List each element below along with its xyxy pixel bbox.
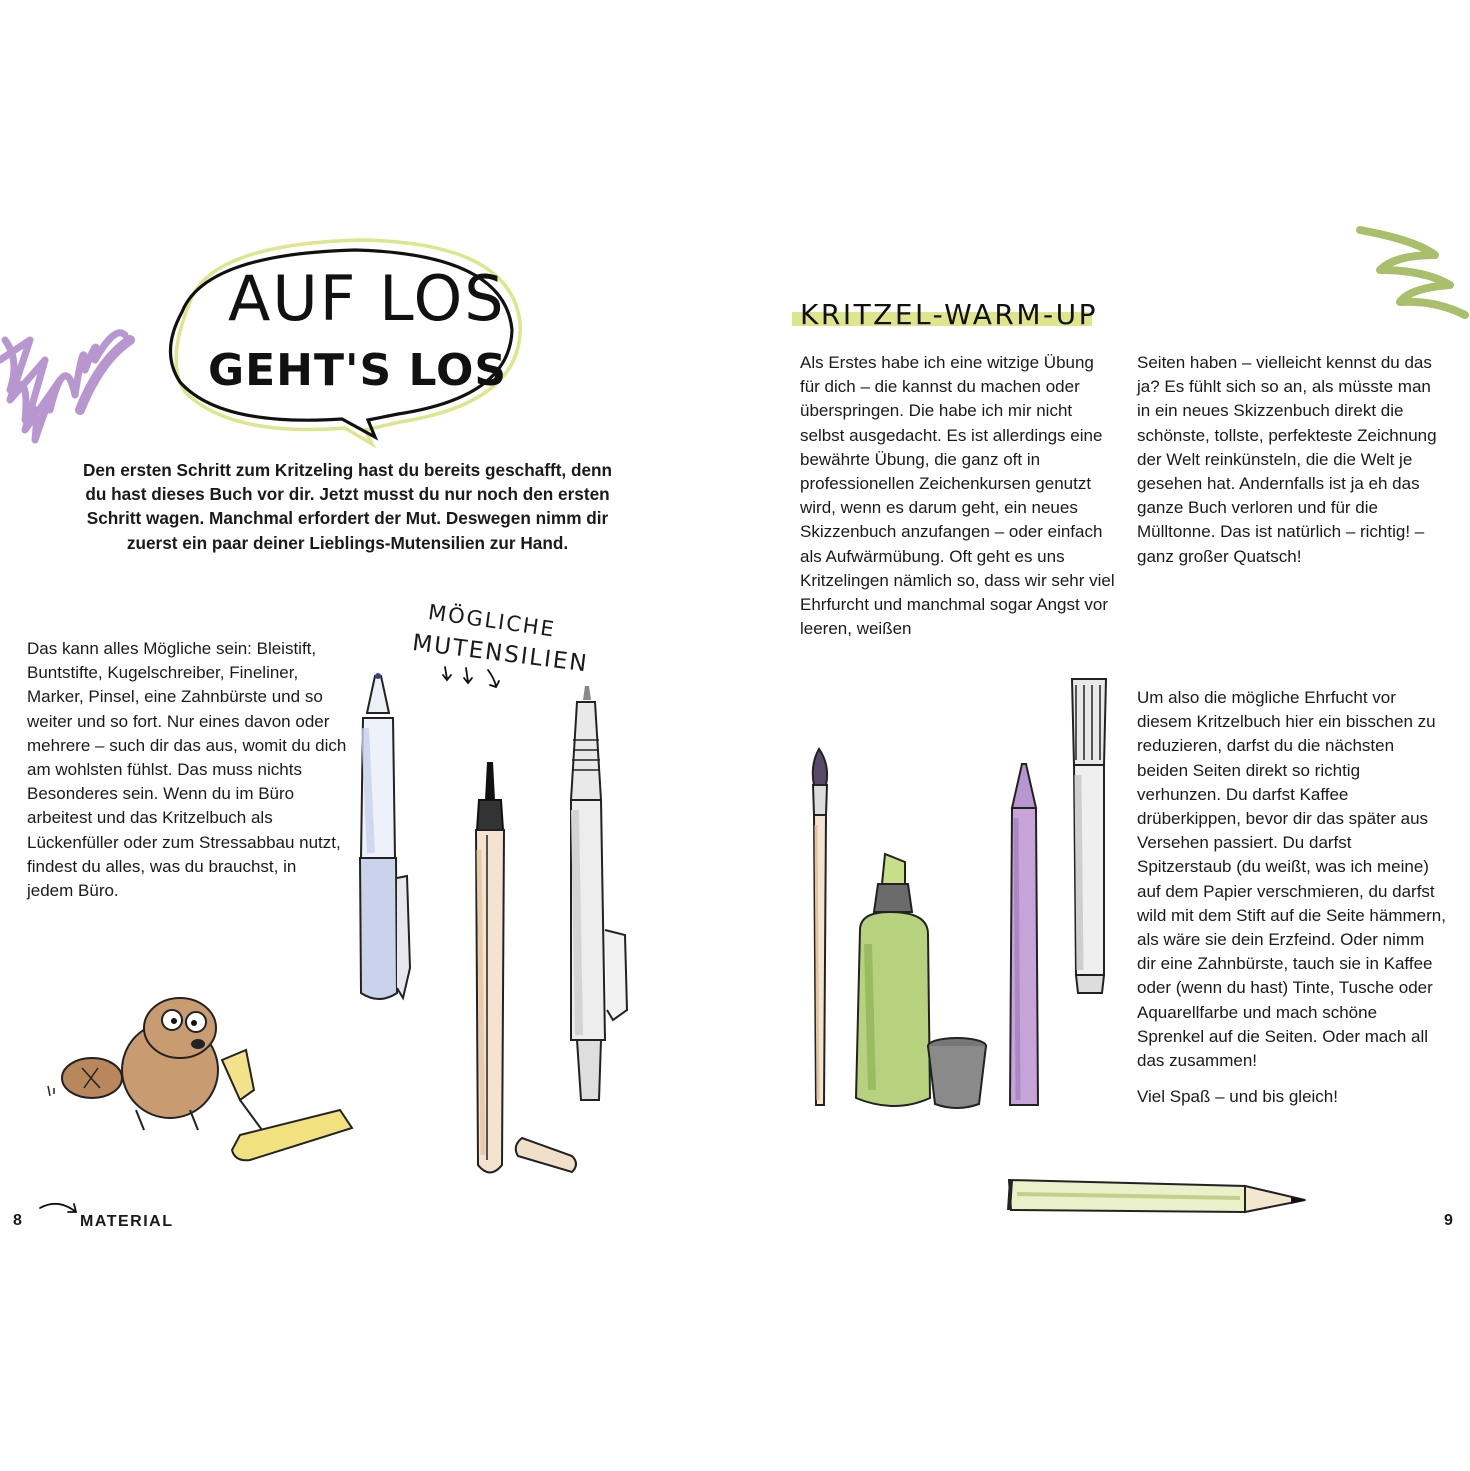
pen-icon — [355, 668, 420, 1008]
annotation-line2: MUTENSILIEN — [410, 630, 590, 678]
footer-label: MATERIAL — [80, 1213, 174, 1230]
purple-scribble-icon — [0, 300, 135, 450]
pencil-icon — [565, 680, 640, 1105]
pencil-lying-icon — [1005, 1168, 1315, 1218]
arrow-icon — [38, 1198, 80, 1220]
fineliner-icon — [465, 760, 515, 1185]
page-number-right: 9 — [1444, 1212, 1453, 1229]
intro-paragraph: Den ersten Schritt zum Kritzeling hast du bereits geschafft, denn du hast dieses Buch vor dir. Jetzt musst du nur noch den ersten Schritt wagen. Manchmal erfordert der Mut. Deswegen nimm dir zuerst ein paar deiner Lieblings-Mutensilien zur Hand. — [82, 460, 613, 553]
body-column-1: Als Erstes habe ich eine witzige Übung für dich – die kannst du machen oder überspringen. Die habe ich mir nicht selbst ausgedacht. Es ist allerdings eine bewährte Übung, die ganz oft in professionellen Zeichenkursen genutzt wird, wenn es darum geht, ein neues Skizzenbuch anzufangen – oder einfach als Aufwärmübung. Oft geht es uns Kritzelingen nämlich so, dass wir sehr viel Ehrfurcht und manchmal sogar Angst vor leeren, weißen — [800, 353, 1115, 639]
closing-line: Viel Spaß – und bis gleich! — [1137, 1087, 1338, 1106]
marker-icon — [1062, 675, 1117, 995]
brush-icon — [800, 745, 840, 1115]
green-scribble-icon — [1355, 220, 1470, 325]
page-number-left: 8 — [13, 1212, 22, 1229]
page-title-line2: GEHT'S LOS — [208, 345, 508, 396]
pencil-icon — [1002, 760, 1047, 1115]
body-paragraph-left: Das kann alles Mögliche sein: Bleistift, Buntstifte, Kugelschreiber, Fineliner, Marker, Pinsel, eine Zahnbürste und so weiter und so fort. Nur eines davon oder mehrere – such dir das aus, womit du dich am wohlsten fühlst. Das muss nichts Besonderes sein. Wenn du im Büro arbeitest und das Kritzelbuch als Lückenfüller oder zum Stressabbau nutzt, findest du alles, was du brauchst, in jedem Büro. — [27, 639, 347, 901]
beaver-icon — [40, 990, 370, 1180]
annotation-line1: MÖGLICHE — [426, 600, 558, 642]
cap-icon — [925, 1036, 990, 1111]
body-column-3: Um also die mögliche Ehrfucht vor diesem Kritzelbuch hier ein bisschen zu reduzieren, darfst du die nächsten beiden Seiten direkt so richtig verhunzen. Du darfst Kaffee drüberkippen, bevor dir das später aus Versehen passiert. Du darfst Spitzerstaub (du weißt, was ich meine) auf dem Papier verschmieren, du darfst wild mit dem Stift auf die Seite hämmern, als wäre sie dein Erzfeind. Oder nimm dir eine Zahnbürste, tauch sie in Kaffee oder (wenn du hast) Tinte, Tusche oder Aquarellfarbe und mach schöne Sprenkel auf die Seiten. Oder mach all das zusammen! — [1137, 688, 1446, 1071]
body-column-2: Seiten haben – vielleicht kennst du das ja? Es fühlt sich so an, als müsste man in ein neues Skizzenbuch direkt die schönste, tollste, perfekteste Zeichnung der Welt reinkünsteln, die die Welt je gesehen hat. Andernfalls ist ja eh das ganze Buch verloren und für die Mülltonne. Das ist natürlich – richtig! – ganz großer Quatsch! — [1137, 353, 1437, 566]
highlighter-icon — [850, 848, 935, 1113]
arrow-icon — [440, 664, 510, 694]
page-title-line1: AUF LOS — [228, 262, 506, 335]
cap-icon — [514, 1128, 584, 1176]
section-heading: KRITZEL-WARM-UP — [800, 298, 1099, 331]
